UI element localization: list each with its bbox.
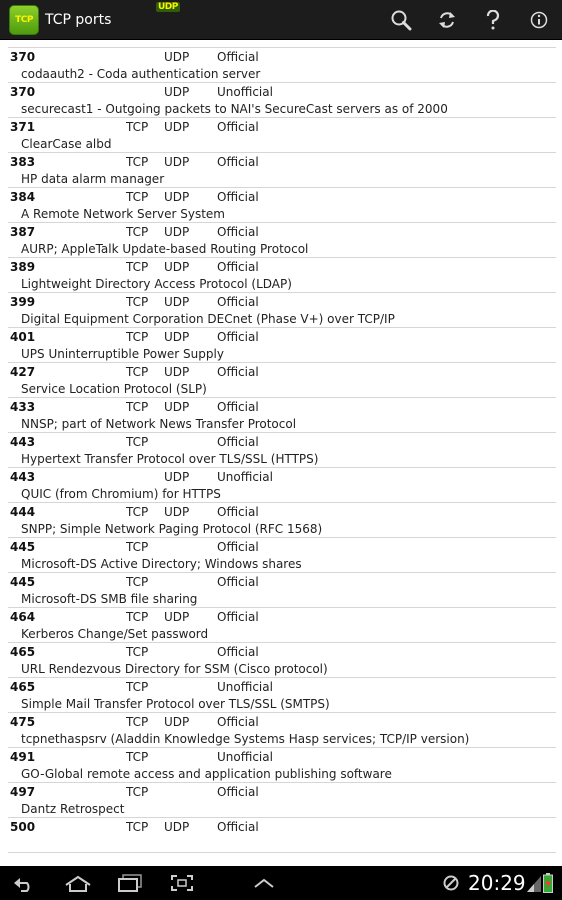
udp-flag: UDP xyxy=(164,715,190,729)
status-label: Unofficial xyxy=(217,750,273,764)
action-bar xyxy=(0,0,562,40)
tcp-flag: TCP xyxy=(126,785,149,799)
tcp-flag: TCP xyxy=(126,155,149,169)
back-icon xyxy=(13,874,39,892)
port-number: 370 xyxy=(10,50,36,64)
port-number: 399 xyxy=(10,295,36,309)
port-number: 444 xyxy=(10,505,36,519)
udp-flag: UDP xyxy=(164,260,190,274)
tcp-flag: TCP xyxy=(126,365,149,379)
search-icon xyxy=(390,9,412,31)
tcp-flag: TCP xyxy=(126,260,149,274)
port-description: Microsoft-DS SMB file sharing xyxy=(21,592,198,606)
tcp-flag: TCP xyxy=(126,750,149,764)
udp-flag: UDP xyxy=(164,50,190,64)
status-label: Official xyxy=(217,645,259,659)
list-item[interactable] xyxy=(8,713,556,748)
port-number: 427 xyxy=(10,365,36,379)
recent-apps-button[interactable] xyxy=(104,866,156,900)
port-number: 497 xyxy=(10,785,36,799)
list-item[interactable] xyxy=(8,538,556,573)
list-item[interactable] xyxy=(8,678,556,713)
tcp-flag: TCP xyxy=(126,295,149,309)
status-label: Official xyxy=(217,785,259,799)
udp-flag: UDP xyxy=(164,400,190,414)
port-number: 383 xyxy=(10,155,36,169)
info-icon xyxy=(530,11,548,29)
status-label: Official xyxy=(217,120,259,134)
port-number: 445 xyxy=(10,540,36,554)
battery-icon xyxy=(543,873,553,893)
port-number: 371 xyxy=(10,120,36,134)
udp-flag: UDP xyxy=(164,505,190,519)
screenshot-button[interactable] xyxy=(156,866,208,900)
list-item[interactable] xyxy=(8,48,556,83)
udp-flag: UDP xyxy=(164,820,190,834)
port-description: GO-Global remote access and application publishing software xyxy=(21,767,392,781)
status-label: Official xyxy=(217,610,259,624)
port-list[interactable] xyxy=(0,40,562,866)
port-description: Dantz Retrospect xyxy=(21,802,125,816)
status-label: Official xyxy=(217,505,259,519)
port-description: codaauth2 - Coda authentication server xyxy=(21,67,261,81)
status-label: Official xyxy=(217,50,259,64)
list-item[interactable] xyxy=(8,328,556,363)
status-label: Official xyxy=(217,400,259,414)
status-label: Official xyxy=(217,155,259,169)
port-number: 443 xyxy=(10,435,36,449)
udp-flag: UDP xyxy=(164,365,190,379)
list-item[interactable] xyxy=(8,748,556,783)
list-item[interactable] xyxy=(8,223,556,258)
port-description: AURP; AppleTalk Update-based Routing Protocol xyxy=(21,242,309,256)
status-label: Official xyxy=(217,715,259,729)
tcp-flag: TCP xyxy=(126,505,149,519)
udp-flag: UDP xyxy=(164,470,190,484)
port-number: 475 xyxy=(10,715,36,729)
list-item[interactable] xyxy=(8,573,556,608)
tcp-flag: TCP xyxy=(126,330,149,344)
port-description: QUIC (from Chromium) for HTTPS xyxy=(21,487,221,501)
port-description: UPS Uninterruptible Power Supply xyxy=(21,347,224,361)
port-number: 491 xyxy=(10,750,36,764)
home-button[interactable] xyxy=(52,866,104,900)
list-top-divider xyxy=(8,40,556,48)
refresh-icon xyxy=(437,10,457,30)
list-item[interactable] xyxy=(8,398,556,433)
list-item[interactable] xyxy=(8,118,556,153)
tcp-flag: TCP xyxy=(126,190,149,204)
tcp-flag: TCP xyxy=(126,225,149,239)
port-description: Hypertext Transfer Protocol over TLS/SSL (HTTPS) xyxy=(21,452,319,466)
port-description: SNPP; Simple Network Paging Protocol (RFC 1568) xyxy=(21,522,323,536)
list-item[interactable] xyxy=(8,83,556,118)
tcp-flag: TCP xyxy=(126,680,149,694)
action-buttons xyxy=(378,0,562,40)
port-description: URL Rendezvous Directory for SSM (Cisco protocol) xyxy=(21,662,328,676)
info-button[interactable] xyxy=(516,0,562,40)
port-description: Kerberos Change/Set password xyxy=(21,627,209,641)
list-item[interactable] xyxy=(8,468,556,503)
no-sync-icon xyxy=(443,875,459,891)
help-icon xyxy=(485,10,501,30)
port-description: securecast1 - Outgoing packets to NAI's SecureCast servers as of 2000 xyxy=(21,102,448,116)
search-button[interactable] xyxy=(378,0,424,40)
list-item[interactable] xyxy=(8,433,556,468)
port-description: NNSP; part of Network News Transfer Protocol xyxy=(21,417,297,431)
tcp-flag: TCP xyxy=(126,400,149,414)
port-number: 465 xyxy=(10,680,36,694)
refresh-button[interactable] xyxy=(424,0,470,40)
port-number: 465 xyxy=(10,645,36,659)
home-icon xyxy=(64,874,92,892)
status-label: Unofficial xyxy=(217,470,273,484)
port-number: 500 xyxy=(10,820,36,834)
port-number: 384 xyxy=(10,190,36,204)
status-label: Official xyxy=(217,260,259,274)
port-description: HP data alarm manager xyxy=(21,172,165,186)
port-number: 389 xyxy=(10,260,36,274)
status-label: Official xyxy=(217,330,259,344)
help-button[interactable] xyxy=(470,0,516,40)
list-item[interactable] xyxy=(8,608,556,643)
tcp-flag: TCP xyxy=(126,540,149,554)
port-description: Digital Equipment Corporation DECnet (Phase V+) over TCP/IP xyxy=(21,312,395,326)
port-description: Microsoft-DS Active Directory; Windows shares xyxy=(21,557,302,571)
port-number: 464 xyxy=(10,610,36,624)
app-logo-top: TCP xyxy=(15,14,33,25)
udp-flag: UDP xyxy=(164,120,190,134)
udp-flag: UDP xyxy=(164,190,190,204)
list-item[interactable] xyxy=(8,503,556,538)
status-label: Official xyxy=(217,820,259,834)
list-item[interactable] xyxy=(8,153,556,188)
list-item[interactable] xyxy=(8,188,556,223)
port-number: 445 xyxy=(10,575,36,589)
port-description: ClearCase albd xyxy=(21,137,112,151)
port-number: 387 xyxy=(10,225,36,239)
status-label: Official xyxy=(217,295,259,309)
status-label: Official xyxy=(217,190,259,204)
port-description: A Remote Network Server System xyxy=(21,207,225,221)
port-number: 401 xyxy=(10,330,36,344)
back-button[interactable] xyxy=(0,866,52,900)
list-item[interactable] xyxy=(8,258,556,293)
list-item[interactable] xyxy=(8,783,556,818)
tcp-flag: TCP xyxy=(126,435,149,449)
tcp-flag: TCP xyxy=(126,645,149,659)
udp-flag: UDP xyxy=(164,225,190,239)
port-description: tcpnethaspsrv (Aladdin Knowledge Systems Hasp services; TCP/IP version) xyxy=(21,732,470,746)
status-label: Official xyxy=(217,540,259,554)
chevron-up-icon xyxy=(252,876,276,890)
status-label: Official xyxy=(217,365,259,379)
list-item[interactable] xyxy=(8,818,556,853)
port-number: 370 xyxy=(10,85,36,99)
udp-flag: UDP xyxy=(164,155,190,169)
port-number: 433 xyxy=(10,400,36,414)
tcp-flag: TCP xyxy=(126,820,149,834)
tcp-flag: TCP xyxy=(126,575,149,589)
system-nav-bar xyxy=(0,866,562,900)
status-label: Official xyxy=(217,575,259,589)
port-description: Simple Mail Transfer Protocol over TLS/SSL (SMTPS) xyxy=(21,697,330,711)
list-item[interactable] xyxy=(8,643,556,678)
status-label: Official xyxy=(217,225,259,239)
screenshot-icon xyxy=(170,874,194,892)
tcp-flag: TCP xyxy=(126,715,149,729)
port-number: 443 xyxy=(10,470,36,484)
status-label: Unofficial xyxy=(217,680,273,694)
list-item[interactable] xyxy=(8,293,556,328)
port-description: Lightweight Directory Access Protocol (LDAP) xyxy=(21,277,292,291)
clock: 20:29 xyxy=(468,871,526,895)
recent-apps-icon xyxy=(117,874,143,892)
app-logo-bottom: UDP xyxy=(158,2,178,12)
udp-flag: UDP xyxy=(164,295,190,309)
list-item[interactable] xyxy=(8,363,556,398)
app-title: TCP ports xyxy=(45,11,112,28)
tcp-flag: TCP xyxy=(126,610,149,624)
menu-up-button[interactable] xyxy=(238,866,290,900)
tcp-flag: TCP xyxy=(126,120,149,134)
status-label: Unofficial xyxy=(217,85,273,99)
status-label: Official xyxy=(217,435,259,449)
signal-icon xyxy=(527,876,541,892)
udp-flag: UDP xyxy=(164,85,190,99)
udp-flag: UDP xyxy=(164,330,190,344)
udp-flag: UDP xyxy=(164,610,190,624)
port-description: Service Location Protocol (SLP) xyxy=(21,382,207,396)
